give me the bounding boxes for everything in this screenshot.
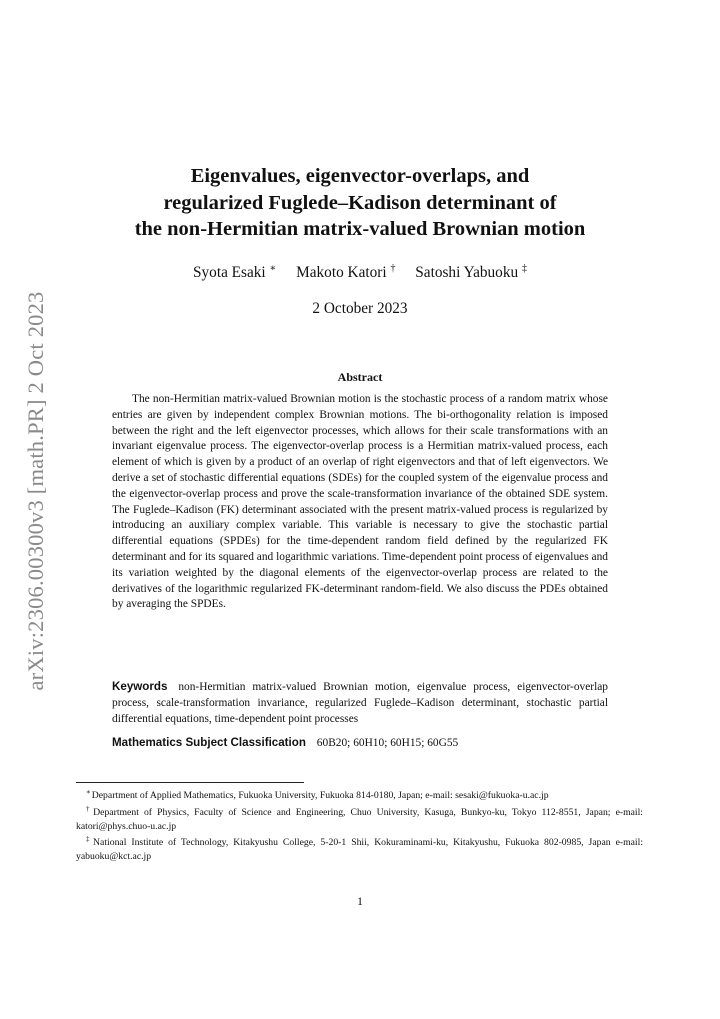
author bbox=[415, 264, 527, 281]
author-name: Syota Esaki bbox=[193, 264, 266, 282]
publication-date: 2 October 2023 bbox=[312, 300, 408, 317]
footnote bbox=[76, 833, 643, 863]
msc-label: Mathematics Subject Classification bbox=[112, 736, 306, 749]
author-list bbox=[60, 263, 660, 282]
arxiv-identifier-text: arXiv:2306.00300v3 [math.PR] 2 Oct 2023 bbox=[23, 291, 48, 691]
keywords-label: Keywords bbox=[112, 680, 168, 693]
author-footnote-mark[interactable]: ‡ bbox=[521, 263, 527, 274]
author-name: Makoto Katori bbox=[296, 264, 387, 282]
footnote-mark: ∗ bbox=[86, 788, 91, 796]
page-number: 1 bbox=[357, 894, 363, 908]
author-footnote-mark[interactable]: ∗ bbox=[269, 263, 277, 274]
footnote-mark: † bbox=[86, 805, 93, 814]
title-line: Eigenvalues, eigenvector-overlaps, and bbox=[190, 165, 530, 187]
footnote-text: Department of Applied Mathematics, Fukuoka University, Fukuoka 814-0180, Japan; e-mail: sesaki@fukuoka-u.ac.jp bbox=[91, 790, 549, 802]
author-footnote-mark[interactable]: † bbox=[390, 263, 396, 274]
title-line: the non-Hermitian matrix-valued Brownian motion bbox=[134, 218, 586, 240]
author bbox=[296, 264, 395, 281]
keywords-text: non-Hermitian matrix-valued Brownian motion, eigenvalue process, eigenvector-overlap process, scale-transformation invariance, regularized Fuglede–Kadison determinant, stochastic partial differential equations, time-dependent point processes bbox=[112, 681, 608, 725]
paper-title bbox=[60, 163, 660, 243]
msc-block bbox=[112, 735, 608, 752]
footnote-mark: ‡ bbox=[86, 835, 93, 844]
abstract-text: The non-Hermitian matrix-valued Brownian motion is the stochastic process of a random matrix whose entries are given by independent complex Brownian motions. The bi-orthogonality relation is imposed between the right and the left eigenvector processes, which allows for their scale transformations with an invariant eigenvalue process. The eigenvector-overlap process is a Hermitian matrix-valued process, each element of which is given by a product of an overlap of right eigenvectors and that of left eigenvectors. We derive a set of stochastic differential equations (SDEs) for the coupled system of the eigenvalue process and the eigenvector-overlap process and prove the scale-transformation invariance of the obtained SDE system. The Fuglede–Kadison (FK) determinant associated with the present matrix-valued process is regularized by introducing an auxiliary complex variable. This variable is necessary to give the stochastic partial differential equations (SPDEs) for the time-dependent random field defined by the regularized FK determinant and for its squared and logarithmic variations. Time-dependent point process of eigenvalues and its variation weighted by the diagonal elements of the eigenvector-overlap process are related to the derivatives of the logarithmic regularized FK-determinant random-field. We also discuss the PDEs obtained by averaging the SPDEs. bbox=[112, 393, 608, 611]
author bbox=[193, 264, 276, 281]
footnote bbox=[76, 803, 643, 833]
author-name: Satoshi Yabuoku bbox=[415, 264, 519, 282]
title-line: regularized Fuglede–Kadison determinant of bbox=[163, 191, 557, 214]
footnote bbox=[76, 786, 643, 803]
abstract-heading: Abstract bbox=[337, 370, 383, 384]
footnotes bbox=[76, 786, 643, 864]
keywords-block bbox=[112, 679, 608, 727]
footnote-text: National Institute of Technology, Kitakyushu College, 5-20-1 Shii, Kokuraminami-ku, Kitakyushu, Fukuoka 802-0985, Japan e-mail: yabuoku@kct.ac.jp bbox=[76, 837, 644, 862]
arxiv-identifier-stamp[interactable] bbox=[16, 286, 56, 696]
msc-codes: 60B20; 60H10; 60H15; 60G55 bbox=[316, 737, 459, 749]
footnote-rule bbox=[76, 782, 304, 783]
footnote-text: Department of Physics, Faculty of Science and Engineering, Chuo University, Kasuga, Bunkyo-ku, Tokyo 112-8551, Japan; e-mail: katori@phys.chuo-u.ac.jp bbox=[76, 807, 644, 832]
